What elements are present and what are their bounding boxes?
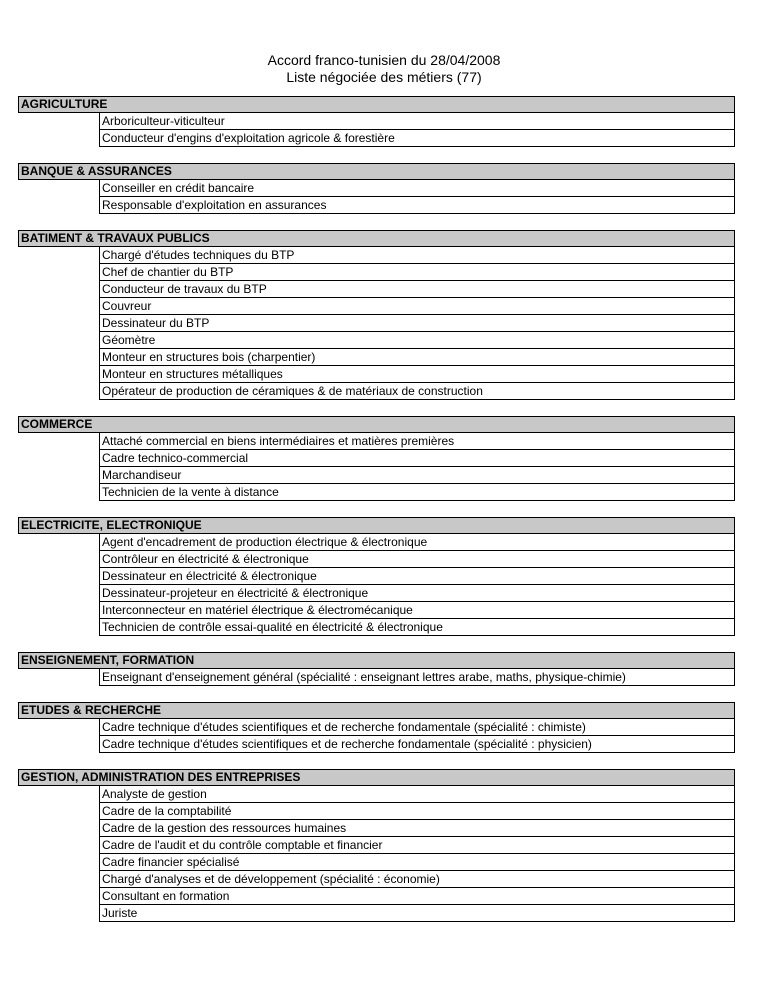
occupation-items [99, 786, 735, 922]
occupation-row: Cadre technique d'études scientifiques et de recherche fondamentale (spécialité : chimiste) [100, 719, 734, 736]
occupation-row: Consultant en formation [100, 888, 734, 905]
occupation-row: Attaché commercial en biens intermédiaires et matières premières [100, 433, 734, 450]
occupation-row: Chargé d'études techniques du BTP [100, 247, 734, 264]
category-header: BATIMENT & TRAVAUX PUBLICS [18, 230, 735, 247]
occupation-row: Conseiller en crédit bancaire [100, 180, 734, 197]
occupation-row: Dessinateur du BTP [100, 315, 734, 332]
occupation-row: Contrôleur en électricité & électronique [100, 551, 734, 568]
occupation-list [18, 96, 735, 938]
document-subtitle: Liste négociée des métiers (77) [286, 69, 482, 85]
occupation-row: Chargé d'analyses et de développement (spécialité : économie) [100, 871, 734, 888]
occupation-row: Analyste de gestion [100, 786, 734, 803]
occupation-items [99, 669, 735, 686]
occupation-row: Arboriculteur-viticulteur [100, 113, 734, 130]
category-header: AGRICULTURE [18, 96, 735, 113]
category-header: ETUDES & RECHERCHE [18, 702, 735, 719]
category-section [18, 769, 735, 922]
occupation-row: Conducteur de travaux du BTP [100, 281, 734, 298]
occupation-row: Cadre financier spécialisé [100, 854, 734, 871]
occupation-items [99, 180, 735, 214]
occupation-items [99, 433, 735, 501]
category-section [18, 416, 735, 501]
category-section [18, 230, 735, 400]
occupation-items [99, 719, 735, 753]
occupation-row: Technicien de la vente à distance [100, 484, 734, 501]
category-section [18, 163, 735, 214]
occupation-row: Géomètre [100, 332, 734, 349]
category-header: ELECTRICITE, ELECTRONIQUE [18, 517, 735, 534]
occupation-row: Opérateur de production de céramiques & de matériaux de construction [100, 383, 734, 400]
occupation-row: Monteur en structures métalliques [100, 366, 734, 383]
category-section [18, 652, 735, 686]
occupation-row: Cadre de l'audit et du contrôle comptable et financier [100, 837, 734, 854]
occupation-items [99, 113, 735, 147]
occupation-row: Couvreur [100, 298, 734, 315]
category-header: COMMERCE [18, 416, 735, 433]
occupation-row: Cadre technico-commercial [100, 450, 734, 467]
occupation-row: Cadre de la comptabilité [100, 803, 734, 820]
document-title: Accord franco-tunisien du 28/04/2008 [267, 52, 501, 68]
occupation-row: Responsable d'exploitation en assurances [100, 197, 734, 214]
occupation-items [99, 534, 735, 636]
occupation-row: Cadre technique d'études scientifiques et de recherche fondamentale (spécialité : physicien) [100, 736, 734, 753]
occupation-row: Juriste [100, 905, 734, 922]
category-section [18, 96, 735, 147]
occupation-row: Dessinateur-projeteur en électricité & électronique [100, 585, 734, 602]
category-header: BANQUE & ASSURANCES [18, 163, 735, 180]
occupation-row: Agent d'encadrement de production électrique & électronique [100, 534, 734, 551]
category-section [18, 517, 735, 636]
category-header: ENSEIGNEMENT, FORMATION [18, 652, 735, 669]
category-section [18, 702, 735, 753]
occupation-row: Dessinateur en électricité & électronique [100, 568, 734, 585]
occupation-items [99, 247, 735, 400]
occupation-row: Enseignant d'enseignement général (spécialité : enseignant lettres arabe, maths, physique-chimie) [100, 669, 734, 686]
occupation-row: Interconnecteur en matériel électrique & électromécanique [100, 602, 734, 619]
occupation-row: Conducteur d'engins d'exploitation agricole & forestière [100, 130, 734, 147]
occupation-row: Technicien de contrôle essai-qualité en électricité & électronique [100, 619, 734, 636]
page-title [0, 52, 768, 86]
occupation-row: Marchandiseur [100, 467, 734, 484]
category-header: GESTION, ADMINISTRATION DES ENTREPRISES [18, 769, 735, 786]
occupation-row: Monteur en structures bois (charpentier) [100, 349, 734, 366]
occupation-row: Cadre de la gestion des ressources humaines [100, 820, 734, 837]
occupation-row: Chef de chantier du BTP [100, 264, 734, 281]
